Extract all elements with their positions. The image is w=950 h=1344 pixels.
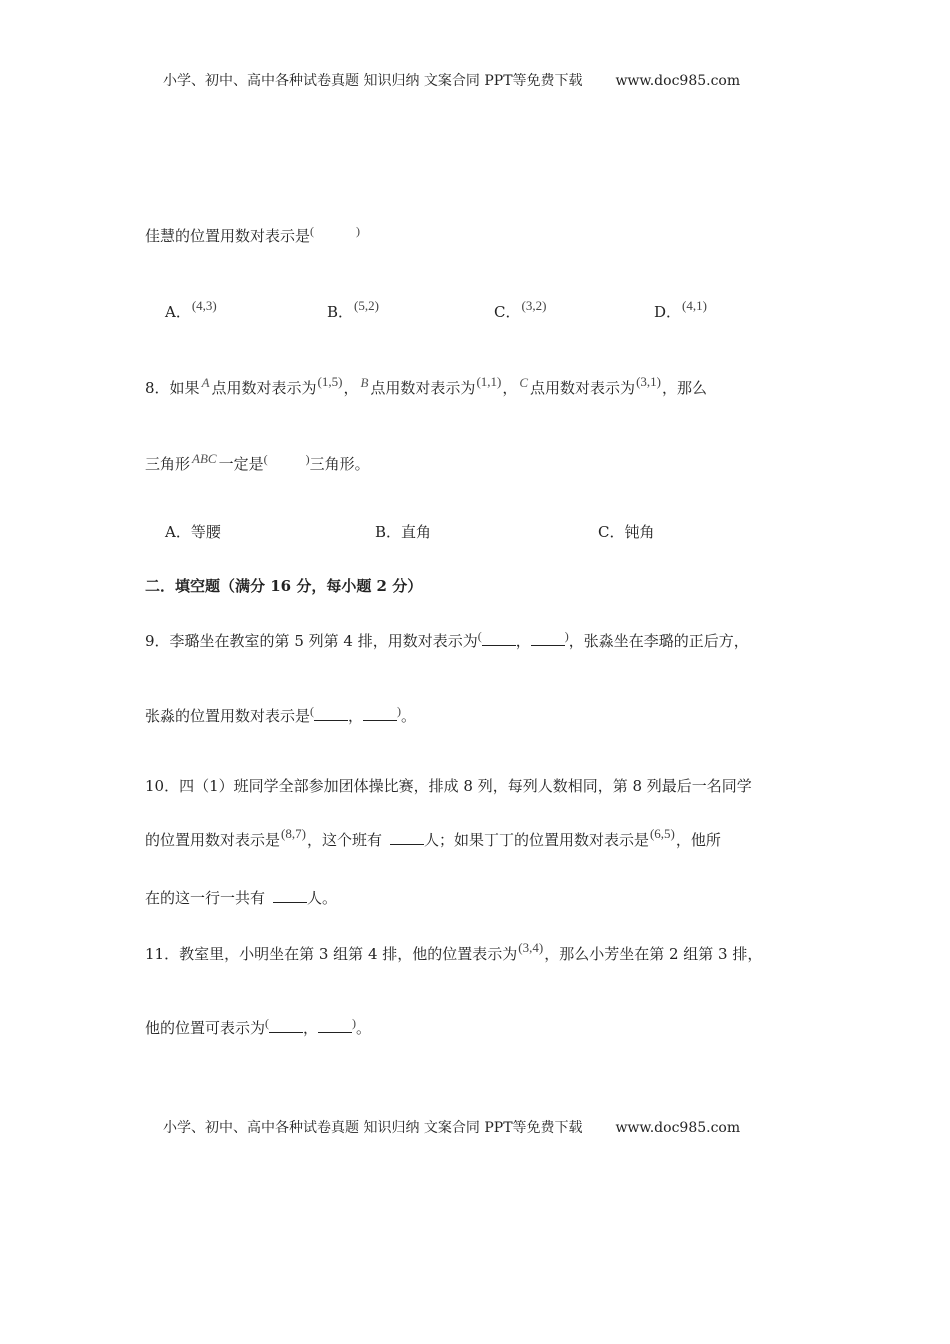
q9-blank-1[interactable] (482, 645, 516, 646)
footer-text: 小学、初中、高中各种试卷真题 知识归纳 文案合同 PPT等免费下载 (163, 1120, 583, 1136)
answer-paren-close: ) (356, 224, 361, 238)
q9-line1: 9．李璐坐在教室的第 5 列第 4 排，用数对表示为( ， )，张淼坐在李璐的正后方， (145, 629, 749, 650)
header-text: 小学、初中、高中各种试卷真题 知识归纳 文案合同 PPT等免费下载 (163, 73, 583, 89)
q10-blank-1[interactable] (390, 844, 424, 845)
q11-line1: 11．教室里，小明坐在第 3 组第 4 排，他的位置表示为(3,4)，那么小芳坐在第 2 组第 3 排， (145, 940, 763, 963)
q7-option-a[interactable]: A．(4,3) (165, 298, 217, 321)
q10-line3: 在的这一行一共有 人。 (145, 889, 338, 907)
q7-option-b[interactable]: B．(5,2) (327, 298, 379, 321)
q11-line2: 他的位置可表示为( ， )。 (145, 1016, 372, 1037)
q7-option-c[interactable]: C．(3,2) (494, 298, 547, 321)
q7-option-d[interactable]: D．(4,1) (654, 298, 707, 321)
q8-line2: 三角形 ABC 一定是( )三角形。 (145, 451, 370, 473)
header-url: www.doc985.com (615, 73, 741, 89)
q8-option-c[interactable]: C．钝角 (598, 523, 655, 541)
page-header (163, 70, 740, 90)
q11-blank-1[interactable] (269, 1032, 303, 1033)
q8-option-b[interactable]: B．直角 (375, 523, 432, 541)
section-title: 二．填空题（满分 16 分，每小题 2 分） (145, 577, 423, 595)
q7-stem: 佳慧的位置用数对表示是( ) (145, 224, 361, 245)
footer-url: www.doc985.com (615, 1120, 741, 1136)
q10-line2: 的位置用数对表示是(8,7)，这个班有 人；如果丁丁的位置用数对表示是(6,5)，他所 (145, 826, 721, 849)
q11-blank-2[interactable] (318, 1032, 352, 1033)
q8-option-a[interactable]: A．等腰 (165, 523, 221, 541)
page-footer (163, 1117, 740, 1137)
q9-blank-4[interactable] (363, 720, 397, 721)
q9-line2: 张淼的位置用数对表示是( ， )。 (145, 704, 417, 725)
q8-line1: 8．如果 A 点用数对表示为(1,5)， B 点用数对表示为(1,1)， C 点用数对表示为(3,1)，那么 (145, 374, 707, 397)
answer-paren-open: ( (310, 224, 315, 238)
q9-blank-2[interactable] (531, 645, 565, 646)
q9-blank-3[interactable] (314, 720, 348, 721)
q10-blank-2[interactable] (273, 902, 307, 903)
q10-line1: 10．四（1）班同学全部参加团体操比赛，排成 8 列，每列人数相同，第 8 列最后一名同学 (145, 777, 752, 795)
